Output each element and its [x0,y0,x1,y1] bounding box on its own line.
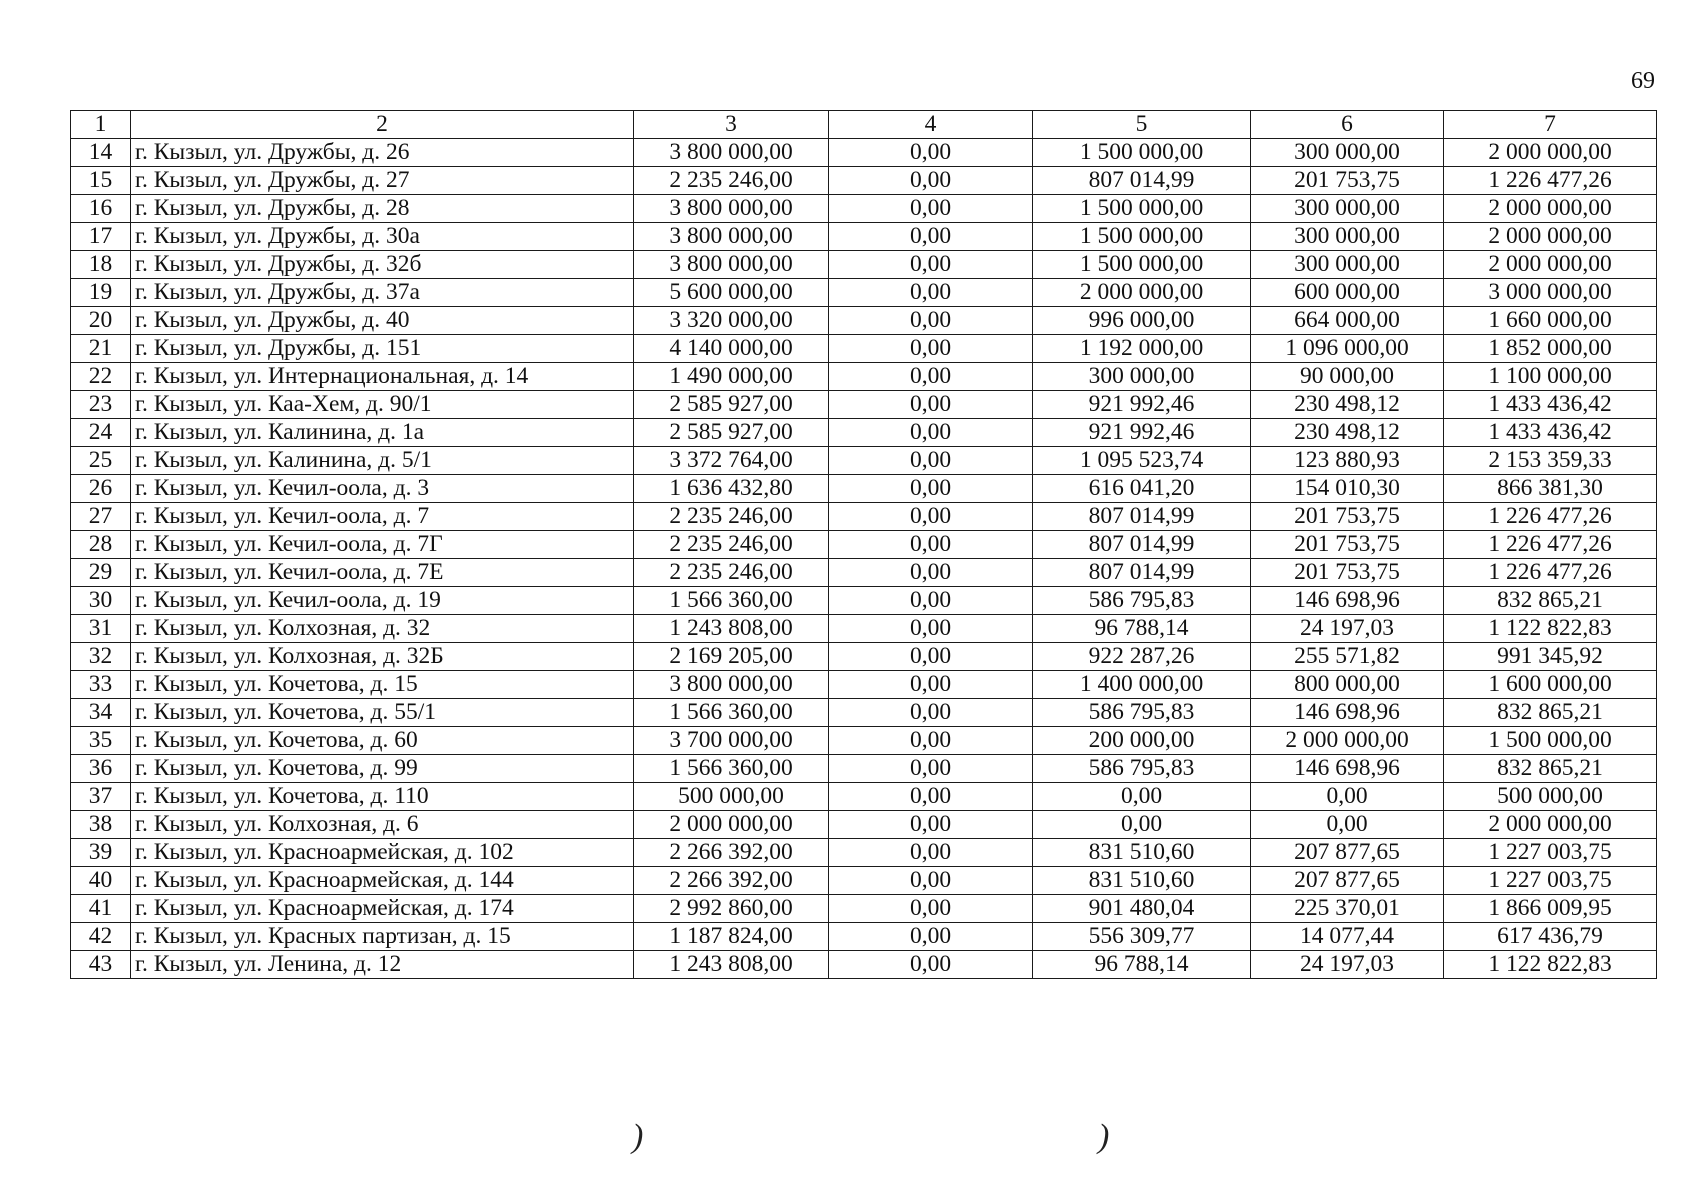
value-cell: 556 309,77 [1033,923,1251,951]
table-row [71,307,1657,335]
value-cell: 201 753,75 [1251,503,1444,531]
table-row [71,363,1657,391]
column-header: 1 [71,111,131,139]
value-cell: 616 041,20 [1033,475,1251,503]
value-cell: 1 243 808,00 [634,951,829,979]
value-cell: 0,00 [829,643,1033,671]
address-cell: г. Кызыл, ул. Дружбы, д. 30а [131,223,634,251]
value-cell: 3 000 000,00 [1444,279,1657,307]
value-cell: 1 227 003,75 [1444,839,1657,867]
row-number-cell: 42 [71,923,131,951]
housing-register-table [70,110,1657,979]
value-cell: 1 433 436,42 [1444,419,1657,447]
value-cell: 500 000,00 [634,783,829,811]
value-cell: 866 381,30 [1444,475,1657,503]
value-cell: 586 795,83 [1033,699,1251,727]
value-cell: 0,00 [1251,783,1444,811]
value-cell: 0,00 [1033,811,1251,839]
value-cell: 996 000,00 [1033,307,1251,335]
value-cell: 2 169 205,00 [634,643,829,671]
value-cell: 5 600 000,00 [634,279,829,307]
value-cell: 2 000 000,00 [1444,195,1657,223]
value-cell: 0,00 [829,419,1033,447]
value-cell: 3 800 000,00 [634,223,829,251]
value-cell: 255 571,82 [1251,643,1444,671]
column-header: 2 [131,111,634,139]
value-cell: 0,00 [829,755,1033,783]
value-cell: 225 370,01 [1251,895,1444,923]
value-cell: 1 100 000,00 [1444,363,1657,391]
value-cell: 1 600 000,00 [1444,671,1657,699]
value-cell: 3 800 000,00 [634,139,829,167]
value-cell: 14 077,44 [1251,923,1444,951]
value-cell: 1 187 824,00 [634,923,829,951]
row-number-cell: 14 [71,139,131,167]
value-cell: 146 698,96 [1251,587,1444,615]
address-cell: г. Кызыл, ул. Кочетова, д. 55/1 [131,699,634,727]
value-cell: 146 698,96 [1251,755,1444,783]
row-number-cell: 20 [71,307,131,335]
value-cell: 2 000 000,00 [1444,223,1657,251]
table-row [71,139,1657,167]
row-number-cell: 19 [71,279,131,307]
value-cell: 0,00 [829,951,1033,979]
value-cell: 807 014,99 [1033,503,1251,531]
value-cell: 600 000,00 [1251,279,1444,307]
row-number-cell: 33 [71,671,131,699]
table-row [71,671,1657,699]
table-row [71,447,1657,475]
address-cell: г. Кызыл, ул. Дружбы, д. 26 [131,139,634,167]
value-cell: 991 345,92 [1444,643,1657,671]
address-cell: г. Кызыл, ул. Кочетова, д. 15 [131,671,634,699]
value-cell: 0,00 [829,559,1033,587]
value-cell: 123 880,93 [1251,447,1444,475]
address-cell: г. Кызыл, ул. Красноармейская, д. 102 [131,839,634,867]
table-row [71,531,1657,559]
value-cell: 617 436,79 [1444,923,1657,951]
value-cell: 1 500 000,00 [1444,727,1657,755]
value-cell: 0,00 [829,251,1033,279]
value-cell: 2 000 000,00 [1033,279,1251,307]
value-cell: 24 197,03 [1251,951,1444,979]
row-number-cell: 29 [71,559,131,587]
value-cell: 922 287,26 [1033,643,1251,671]
value-cell: 2 585 927,00 [634,391,829,419]
value-cell: 0,00 [829,391,1033,419]
address-cell: г. Кызыл, ул. Колхозная, д. 32 [131,615,634,643]
value-cell: 0,00 [1251,811,1444,839]
value-cell: 1 095 523,74 [1033,447,1251,475]
value-cell: 1 636 432,80 [634,475,829,503]
row-number-cell: 32 [71,643,131,671]
value-cell: 2 000 000,00 [1251,727,1444,755]
table-row [71,727,1657,755]
table-row [71,951,1657,979]
value-cell: 921 992,46 [1033,391,1251,419]
value-cell: 0,00 [829,727,1033,755]
value-cell: 0,00 [829,363,1033,391]
value-cell: 0,00 [829,867,1033,895]
value-cell: 0,00 [829,167,1033,195]
value-cell: 1 400 000,00 [1033,671,1251,699]
value-cell: 1 226 477,26 [1444,559,1657,587]
value-cell: 300 000,00 [1251,223,1444,251]
value-cell: 3 800 000,00 [634,251,829,279]
handwritten-mark: ) [632,1118,644,1155]
row-number-cell: 16 [71,195,131,223]
row-number-cell: 18 [71,251,131,279]
value-cell: 1 490 000,00 [634,363,829,391]
value-cell: 300 000,00 [1033,363,1251,391]
value-cell: 1 226 477,26 [1444,503,1657,531]
value-cell: 146 698,96 [1251,699,1444,727]
value-cell: 0,00 [829,503,1033,531]
value-cell: 2 235 246,00 [634,167,829,195]
value-cell: 0,00 [829,895,1033,923]
value-cell: 2 000 000,00 [1444,811,1657,839]
column-header: 4 [829,111,1033,139]
table-row [71,279,1657,307]
value-cell: 230 498,12 [1251,419,1444,447]
address-cell: г. Кызыл, ул. Кочетова, д. 110 [131,783,634,811]
value-cell: 831 510,60 [1033,839,1251,867]
value-cell: 0,00 [829,839,1033,867]
value-cell: 2 235 246,00 [634,503,829,531]
column-header: 7 [1444,111,1657,139]
row-number-cell: 40 [71,867,131,895]
value-cell: 1 433 436,42 [1444,391,1657,419]
value-cell: 0,00 [829,811,1033,839]
table-row [71,223,1657,251]
value-cell: 800 000,00 [1251,671,1444,699]
address-cell: г. Кызыл, ул. Ленина, д. 12 [131,951,634,979]
value-cell: 0,00 [829,923,1033,951]
row-number-cell: 43 [71,951,131,979]
value-cell: 201 753,75 [1251,559,1444,587]
address-cell: г. Кызыл, ул. Красных партизан, д. 15 [131,923,634,951]
value-cell: 1 660 000,00 [1444,307,1657,335]
value-cell: 3 320 000,00 [634,307,829,335]
table-row [71,923,1657,951]
value-cell: 832 865,21 [1444,587,1657,615]
address-cell: г. Кызыл, ул. Колхозная, д. 6 [131,811,634,839]
value-cell: 1 500 000,00 [1033,139,1251,167]
value-cell: 1 566 360,00 [634,755,829,783]
address-cell: г. Кызыл, ул. Калинина, д. 5/1 [131,447,634,475]
row-number-cell: 21 [71,335,131,363]
value-cell: 0,00 [829,615,1033,643]
value-cell: 0,00 [829,531,1033,559]
table-row [71,391,1657,419]
value-cell: 200 000,00 [1033,727,1251,755]
value-cell: 1 096 000,00 [1251,335,1444,363]
value-cell: 1 866 009,95 [1444,895,1657,923]
row-number-cell: 41 [71,895,131,923]
address-cell: г. Кызыл, ул. Дружбы, д. 151 [131,335,634,363]
address-cell: г. Кызыл, ул. Кечил-оола, д. 3 [131,475,634,503]
value-cell: 0,00 [829,335,1033,363]
value-cell: 2 000 000,00 [634,811,829,839]
value-cell: 3 800 000,00 [634,195,829,223]
table-row [71,475,1657,503]
value-cell: 1 243 808,00 [634,615,829,643]
column-header: 6 [1251,111,1444,139]
row-number-cell: 28 [71,531,131,559]
value-cell: 300 000,00 [1251,251,1444,279]
address-cell: г. Кызыл, ул. Колхозная, д. 32Б [131,643,634,671]
value-cell: 1 566 360,00 [634,699,829,727]
value-cell: 2 000 000,00 [1444,251,1657,279]
value-cell: 207 877,65 [1251,867,1444,895]
value-cell: 2 992 860,00 [634,895,829,923]
table-row [71,419,1657,447]
column-header: 5 [1033,111,1251,139]
value-cell: 901 480,04 [1033,895,1251,923]
value-cell: 1 566 360,00 [634,587,829,615]
value-cell: 586 795,83 [1033,587,1251,615]
value-cell: 4 140 000,00 [634,335,829,363]
handwritten-mark: ) [1098,1118,1110,1155]
table-row [71,811,1657,839]
value-cell: 1 192 000,00 [1033,335,1251,363]
value-cell: 24 197,03 [1251,615,1444,643]
row-number-cell: 35 [71,727,131,755]
table-row [71,251,1657,279]
row-number-cell: 23 [71,391,131,419]
value-cell: 0,00 [829,699,1033,727]
address-cell: г. Кызыл, ул. Кечил-оола, д. 7 [131,503,634,531]
table-row [71,335,1657,363]
value-cell: 500 000,00 [1444,783,1657,811]
address-cell: г. Кызыл, ул. Кечил-оола, д. 19 [131,587,634,615]
row-number-cell: 22 [71,363,131,391]
value-cell: 0,00 [1033,783,1251,811]
address-cell: г. Кызыл, ул. Кечил-оола, д. 7Г [131,531,634,559]
value-cell: 2 235 246,00 [634,559,829,587]
row-number-cell: 15 [71,167,131,195]
value-cell: 832 865,21 [1444,699,1657,727]
value-cell: 807 014,99 [1033,531,1251,559]
address-cell: г. Кызыл, ул. Кочетова, д. 99 [131,755,634,783]
table-row [71,643,1657,671]
value-cell: 1 226 477,26 [1444,167,1657,195]
row-number-cell: 30 [71,587,131,615]
address-cell: г. Кызыл, ул. Каа-Хем, д. 90/1 [131,391,634,419]
row-number-cell: 25 [71,447,131,475]
value-cell: 207 877,65 [1251,839,1444,867]
address-cell: г. Кызыл, ул. Дружбы, д. 27 [131,167,634,195]
value-cell: 0,00 [829,307,1033,335]
table-row [71,167,1657,195]
row-number-cell: 26 [71,475,131,503]
value-cell: 1 122 822,83 [1444,615,1657,643]
value-cell: 1 500 000,00 [1033,251,1251,279]
table-row [71,895,1657,923]
value-cell: 921 992,46 [1033,419,1251,447]
value-cell: 1 852 000,00 [1444,335,1657,363]
table-row [71,195,1657,223]
address-cell: г. Кызыл, ул. Калинина, д. 1а [131,419,634,447]
value-cell: 1 227 003,75 [1444,867,1657,895]
value-cell: 3 372 764,00 [634,447,829,475]
value-cell: 0,00 [829,587,1033,615]
value-cell: 2 585 927,00 [634,419,829,447]
row-number-cell: 36 [71,755,131,783]
value-cell: 300 000,00 [1251,195,1444,223]
table-body [71,139,1657,979]
address-cell: г. Кызыл, ул. Красноармейская, д. 174 [131,895,634,923]
value-cell: 1 122 822,83 [1444,951,1657,979]
table-row [71,559,1657,587]
table-row [71,699,1657,727]
row-number-cell: 37 [71,783,131,811]
value-cell: 832 865,21 [1444,755,1657,783]
table-row [71,783,1657,811]
value-cell: 90 000,00 [1251,363,1444,391]
address-cell: г. Кызыл, ул. Интернациональная, д. 14 [131,363,634,391]
table-row [71,867,1657,895]
value-cell: 0,00 [829,671,1033,699]
value-cell: 96 788,14 [1033,951,1251,979]
value-cell: 0,00 [829,475,1033,503]
value-cell: 154 010,30 [1251,475,1444,503]
value-cell: 586 795,83 [1033,755,1251,783]
value-cell: 0,00 [829,279,1033,307]
value-cell: 201 753,75 [1251,167,1444,195]
value-cell: 807 014,99 [1033,167,1251,195]
value-cell: 831 510,60 [1033,867,1251,895]
value-cell: 230 498,12 [1251,391,1444,419]
value-cell: 664 000,00 [1251,307,1444,335]
value-cell: 96 788,14 [1033,615,1251,643]
row-number-cell: 24 [71,419,131,447]
value-cell: 2 153 359,33 [1444,447,1657,475]
page-number: 69 [1631,68,1655,94]
row-number-cell: 38 [71,811,131,839]
value-cell: 0,00 [829,447,1033,475]
address-cell: г. Кызыл, ул. Дружбы, д. 40 [131,307,634,335]
value-cell: 0,00 [829,139,1033,167]
address-cell: г. Кызыл, ул. Кечил-оола, д. 7Е [131,559,634,587]
row-number-cell: 39 [71,839,131,867]
value-cell: 2 266 392,00 [634,867,829,895]
value-cell: 0,00 [829,223,1033,251]
address-cell: г. Кызыл, ул. Кочетова, д. 60 [131,727,634,755]
value-cell: 201 753,75 [1251,531,1444,559]
value-cell: 1 500 000,00 [1033,223,1251,251]
address-cell: г. Кызыл, ул. Дружбы, д. 32б [131,251,634,279]
table-row [71,615,1657,643]
value-cell: 2 266 392,00 [634,839,829,867]
value-cell: 2 235 246,00 [634,531,829,559]
row-number-cell: 31 [71,615,131,643]
address-cell: г. Кызыл, ул. Дружбы, д. 28 [131,195,634,223]
value-cell: 1 500 000,00 [1033,195,1251,223]
value-cell: 3 700 000,00 [634,727,829,755]
value-cell: 300 000,00 [1251,139,1444,167]
row-number-cell: 17 [71,223,131,251]
table-row [71,755,1657,783]
column-number-row [71,111,1657,139]
table-row [71,503,1657,531]
table-row [71,839,1657,867]
value-cell: 807 014,99 [1033,559,1251,587]
value-cell: 1 226 477,26 [1444,531,1657,559]
row-number-cell: 27 [71,503,131,531]
row-number-cell: 34 [71,699,131,727]
address-cell: г. Кызыл, ул. Дружбы, д. 37а [131,279,634,307]
column-header: 3 [634,111,829,139]
value-cell: 3 800 000,00 [634,671,829,699]
address-cell: г. Кызыл, ул. Красноармейская, д. 144 [131,867,634,895]
value-cell: 0,00 [829,195,1033,223]
value-cell: 2 000 000,00 [1444,139,1657,167]
table-row [71,587,1657,615]
value-cell: 0,00 [829,783,1033,811]
